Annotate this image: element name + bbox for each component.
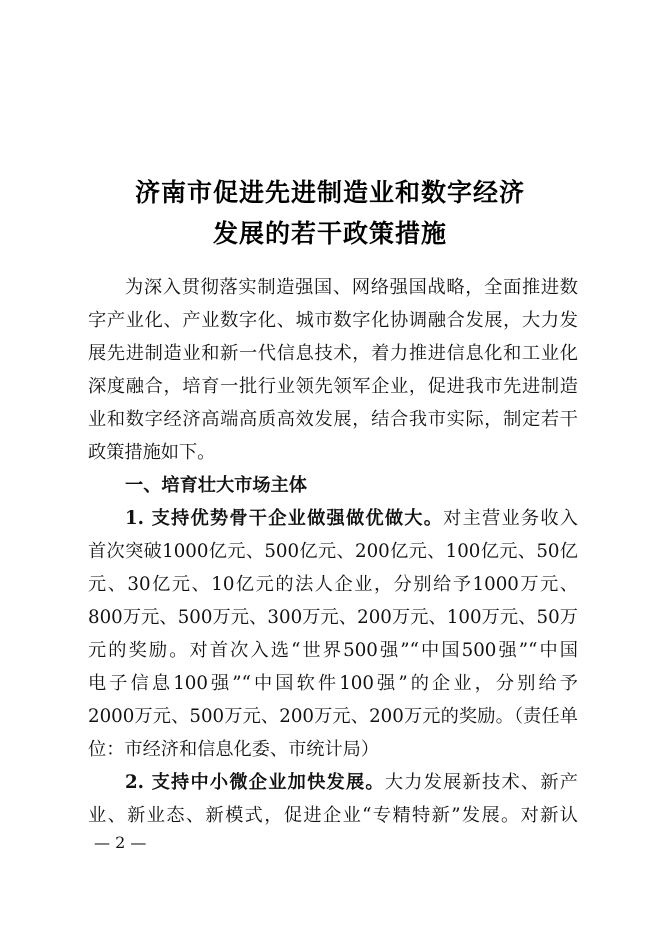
intro-line: 展先进制造业和新一代信息技术，着力推进信息化和工业化 [88, 343, 578, 364]
document-title-line-2: 发展的若干政策措施 [212, 219, 447, 248]
intro-line: 业和数字经济高端高质高效发展，结合我市实际，制定若干 [88, 409, 578, 430]
item-2-text: 大力发展新技术、新产 [384, 772, 578, 793]
item-2-line: 业、新业态、新模式，促进企业“专精特新”发展。对新认 [88, 805, 578, 826]
item-1-text: 对主营业务收入 [443, 508, 578, 529]
item-1-line: 2000万元、500万元、200万元、200万元的奖励。（责任单 [88, 706, 578, 727]
item-1-line: 电子信息100强”“中国软件100强”的企业，分别给予 [88, 673, 578, 694]
item-2-first-line [88, 772, 578, 794]
item-1-lead: 1. 支持优势骨干企业做强做优做大。 [125, 508, 444, 529]
item-2-lead: 2. 支持中小微企业加快发展。 [125, 772, 385, 793]
intro-line: 为深入贯彻落实制造强国、网络强国战略，全面推进数 [125, 277, 578, 298]
intro-line: 字产业化、产业数字化、城市数字化协调融合发展，大力发 [88, 310, 578, 331]
item-1-line: 800万元、500万元、300万元、200万元、100万元、50万 [88, 607, 578, 628]
intro-line: 深度融合，培育一批行业领先领军企业，促进我市先进制造 [88, 376, 578, 397]
intro-line: 政策措施如下。 [88, 442, 216, 463]
item-1-line: 首次突破1000亿元、500亿元、200亿元、100亿元、50亿 [88, 541, 578, 562]
item-1-line: 元、30亿元、10亿元的法人企业，分别给予1000万元、 [88, 574, 578, 595]
item-1-first-line [88, 508, 578, 530]
item-1-line: 元的奖励。对首次入选“世界500强”“中国500强”“中国 [88, 640, 578, 661]
section-heading: 一、培育壮大市场主体 [125, 475, 307, 496]
page-number: — 2 — [94, 833, 147, 852]
item-1-responsible-units: 位：市经济和信息化委、市统计局） [88, 739, 380, 760]
document-title-line-1: 济南市促进先进制造业和数字经济 [134, 178, 525, 207]
